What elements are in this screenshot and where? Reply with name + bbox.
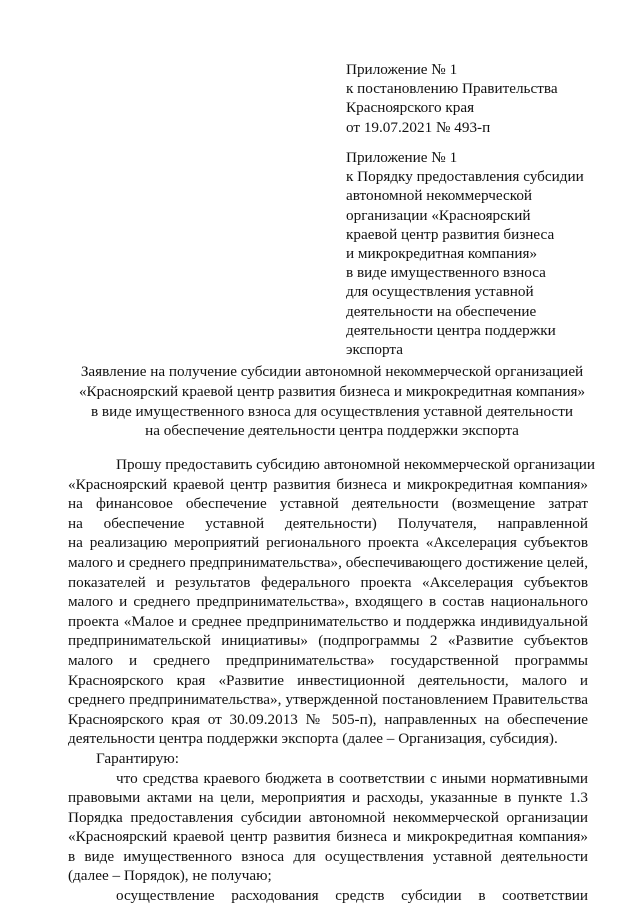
annex-order-line: Приложение № 1 — [346, 149, 458, 166]
paragraph-line: на обеспечение уставной деятельности) Получателя, направленной — [68, 514, 588, 532]
document-title — [68, 362, 596, 441]
annex-order-line: деятельности центра поддержки — [346, 321, 556, 339]
paragraph-line: (далее – Порядок), не получаю; — [68, 867, 272, 885]
title-line: на обеспечение деятельности центра поддержки экспорта — [145, 422, 519, 440]
paragraph-line: показателей и результатов федерального проекта «Акселерация субъектов — [68, 573, 588, 591]
annex-main-line: Красноярского края — [346, 99, 475, 117]
paragraph-line: предпринимательской инициативы» (подпрограммы 2 «Развитие субъектов — [68, 632, 588, 650]
application-body — [68, 455, 596, 906]
title-line: «Красноярский краевой центр развития бизнеса и микрокредитная компания» — [78, 382, 586, 400]
paragraph-line: среднего предпринимательства», утвержденной постановлением Правительства — [68, 691, 588, 709]
paragraph-line: проекта «Малое и среднее предпринимательство и поддержка индивидуальной — [68, 612, 588, 630]
request-paragraph — [68, 455, 596, 749]
title-line: Заявление на получение субсидии автономной некоммерческой организацией — [80, 363, 584, 380]
paragraph-line: малого и среднего предпринимательства», входящего в состав национального — [68, 593, 588, 611]
paragraph-line: что средства краевого бюджета в соответствии с иными нормативными — [116, 769, 588, 787]
paragraph-line: малого и среднего предпринимательства», обеспечивающего достижение целей, — [68, 553, 588, 571]
paragraph-line: на реализацию мероприятий регионального проекта «Акселерация субъектов — [68, 534, 588, 552]
title-line: в виде имущественного взноса для осуществления уставной деятельности — [90, 402, 574, 420]
annex-main-line: от 19.07.2021 № 493-п — [346, 118, 491, 136]
paragraph-line: Прошу предоставить субсидию автономной некоммерческой организации — [116, 456, 596, 473]
paragraph-line: в виде имущественного взноса для осуществления уставной деятельности — [68, 847, 588, 865]
annex-main-line: к постановлению Правительства — [346, 80, 558, 98]
paragraph-line: правовыми актами на цели, мероприятия и расходы, указанные в пункте 1.3 — [68, 789, 588, 807]
annex-order-line: экспорта — [346, 341, 403, 359]
paragraph-line: «Красноярский краевой центр развития бизнеса и микрокредитная компания» — [68, 475, 588, 493]
annex-order-line: в виде имущественного взноса — [346, 264, 546, 282]
annex-main-header — [346, 60, 606, 137]
paragraph-line: малого и среднего предпринимательства» государственной программы — [68, 651, 588, 669]
paragraph-line: Красноярского края «Развитие инвестиционной деятельности, малого и — [68, 671, 588, 689]
annex-order-line: деятельности на обеспечение — [346, 302, 537, 320]
guarantee-heading: Гарантирую: — [96, 749, 179, 767]
annex-order-line: автономной некоммерческой — [346, 187, 533, 205]
paragraph-line: на финансовое обеспечение уставной деятельности (возмещение затрат — [68, 495, 588, 513]
annex-order-line: краевой центр развития бизнеса — [346, 225, 555, 243]
annex-main-line: Приложение № 1 — [346, 61, 458, 78]
annex-order-line: для осуществления уставной — [346, 283, 534, 301]
annex-order-line: организации «Красноярский — [346, 206, 531, 224]
annex-order-line: и микрокредитная компания» — [346, 245, 538, 263]
paragraph-line: Порядка предоставления субсидии автономной некоммерческой организации — [68, 808, 588, 826]
annex-order-header — [346, 148, 606, 359]
annex-order-line: к Порядку предоставления субсидии — [346, 168, 584, 186]
paragraph-line: Красноярского края от 30.09.2013 № 505-п), направленных на обеспечение — [68, 710, 588, 728]
paragraph-line: «Красноярский краевой центр развития бизнеса и микрокредитная компания» — [68, 828, 588, 846]
paragraph-line: деятельности центра поддержки экспорта (далее – Организация, субсидия). — [68, 730, 558, 748]
guarantee-paragraph — [68, 769, 588, 887]
expenditure-line: осуществление расходования средств субсидии в соответствии — [116, 887, 588, 905]
